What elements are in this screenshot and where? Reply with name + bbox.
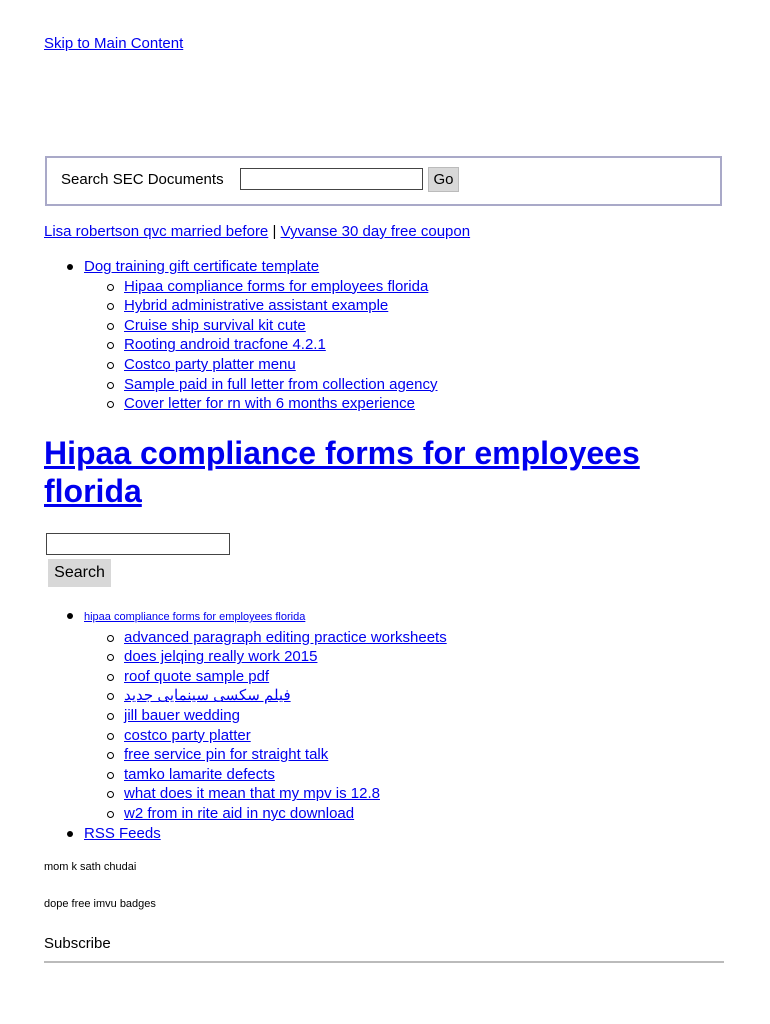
- related-sub-link[interactable]: فیلم سکسی سینمایی جدید: [124, 687, 291, 705]
- list-item: [124, 686, 447, 706]
- crumb-link-1[interactable]: Lisa robertson qvc married before: [44, 223, 269, 240]
- related-sub-link[interactable]: roof quote sample pdf: [124, 667, 270, 685]
- go-button[interactable]: Go: [428, 167, 459, 192]
- list-item: [124, 316, 438, 336]
- page-title-link[interactable]: Hipaa compliance forms for employees florida: [44, 435, 640, 509]
- nav-sub-link[interactable]: Cover letter for rn with 6 months experience: [124, 395, 415, 413]
- related-sub-link[interactable]: advanced paragraph editing practice worksheets: [124, 628, 447, 646]
- site-search-input[interactable]: [46, 533, 230, 555]
- list-item: [124, 628, 447, 648]
- crumb-separator: |: [268, 223, 281, 240]
- related-top-link[interactable]: hipaa compliance forms for employees florida: [84, 611, 306, 623]
- list-item: [124, 784, 447, 804]
- nav-top-link[interactable]: Dog training gift certificate template: [84, 258, 320, 275]
- list-item: [124, 745, 447, 765]
- related-sub-link[interactable]: costco party platter: [124, 726, 251, 744]
- nav-sublist: [124, 277, 438, 414]
- related-sub-link[interactable]: tamko lamarite defects: [124, 765, 275, 783]
- related-list-item: [84, 606, 447, 824]
- list-item: [124, 355, 438, 375]
- related-sub-link[interactable]: w2 from in rite aid in nyc download: [124, 804, 355, 822]
- footer-text-1: mom k sath chudai: [44, 861, 137, 873]
- skip-to-main-link[interactable]: Skip to Main Content: [44, 35, 184, 52]
- related-sub-link[interactable]: what does it mean that my mpv is 12.8: [124, 785, 380, 803]
- rss-feeds-link[interactable]: RSS Feeds: [84, 824, 161, 842]
- divider: [44, 961, 724, 963]
- sec-search-input[interactable]: [240, 168, 423, 190]
- related-sublist: [124, 628, 447, 824]
- related-sub-link[interactable]: does jelqing really work 2015: [124, 648, 318, 666]
- list-item: [124, 394, 438, 414]
- breadcrumb: [44, 223, 470, 240]
- list-item: [124, 804, 447, 824]
- page-title: [44, 434, 684, 510]
- search-button[interactable]: Search: [48, 559, 111, 587]
- related-list: [84, 606, 447, 843]
- nav-sub-link[interactable]: Sample paid in full letter from collection agency: [124, 375, 438, 393]
- list-item: [124, 706, 447, 726]
- list-item: [124, 375, 438, 395]
- related-sub-link[interactable]: free service pin for straight talk: [124, 746, 329, 764]
- nav-sub-link[interactable]: Cruise ship survival kit cute: [124, 316, 306, 334]
- nav-sub-link[interactable]: Rooting android tracfone 4.2.1: [124, 336, 326, 354]
- list-item: [124, 277, 438, 297]
- sec-search-label: Search SEC Documents: [61, 171, 224, 188]
- nav-sub-link[interactable]: Hybrid administrative assistant example: [124, 297, 389, 315]
- list-item: [124, 335, 438, 355]
- nav-sub-link[interactable]: Hipaa compliance forms for employees florida: [124, 277, 429, 295]
- nav-sub-link[interactable]: Costco party platter menu: [124, 355, 296, 373]
- list-item: [124, 647, 447, 667]
- footer-text-2: dope free imvu badges: [44, 898, 156, 910]
- nav-list: [84, 257, 438, 414]
- rss-list-item: [84, 824, 447, 844]
- subscribe-heading: Subscribe: [44, 935, 111, 952]
- list-item: [124, 667, 447, 687]
- list-item: [124, 296, 438, 316]
- crumb-link-2[interactable]: Vyvanse 30 day free coupon: [280, 223, 471, 240]
- nav-list-item: [84, 257, 438, 414]
- list-item: [124, 765, 447, 785]
- list-item: [124, 726, 447, 746]
- related-sub-link[interactable]: jill bauer wedding: [124, 706, 240, 724]
- sec-search-form: [45, 156, 722, 206]
